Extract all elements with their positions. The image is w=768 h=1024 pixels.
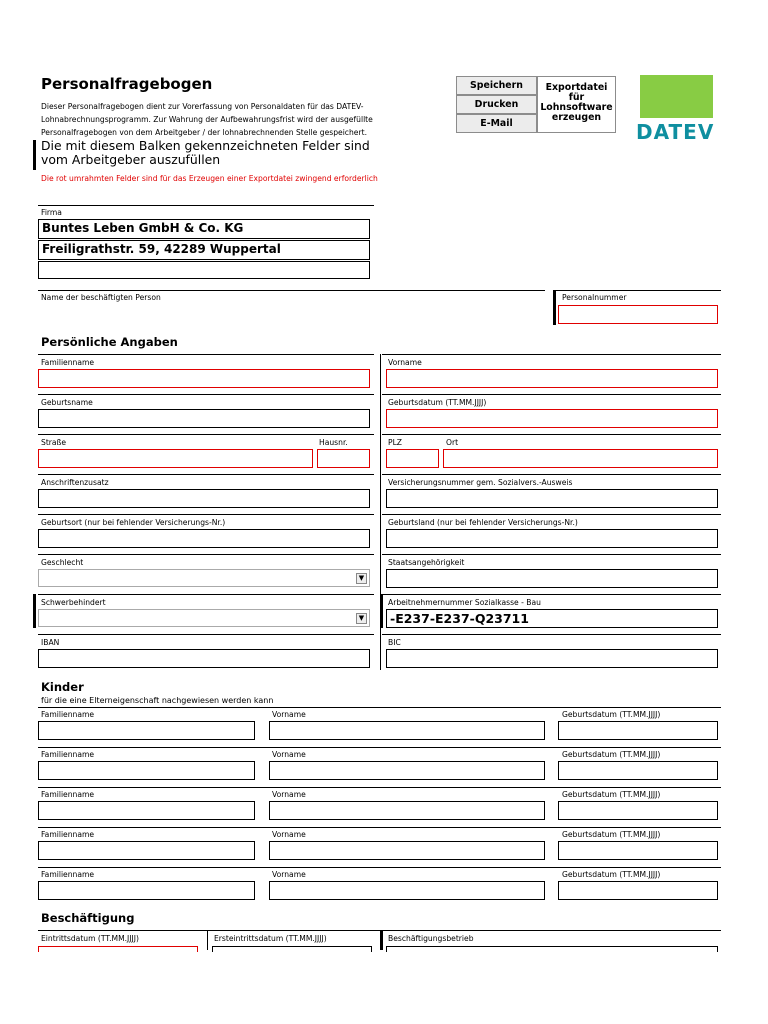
firma-label: Firma — [41, 208, 62, 217]
divider — [38, 514, 374, 515]
employer-fields-note: Die mit diesem Balken gekennzeichneten Felder sind vom Arbeitgeber auszufüllen — [41, 138, 370, 167]
staatsangehoerigkeit-field[interactable] — [386, 569, 718, 588]
divider — [38, 554, 374, 555]
kind-vorname-field[interactable] — [269, 841, 545, 860]
anschriftenzusatz-label: Anschriftenzusatz — [41, 478, 109, 487]
geschlecht-label: Geschlecht — [41, 558, 84, 567]
firma-line-3-field[interactable] — [38, 261, 370, 279]
divider — [382, 634, 721, 635]
geburtsdatum-field[interactable] — [386, 409, 718, 428]
kind-vorname-label: Vorname — [272, 830, 306, 839]
hausnr-label: Hausnr. — [319, 438, 348, 447]
familienname-label: Familienname — [41, 358, 95, 367]
kind-geburtsdatum-field[interactable] — [558, 881, 718, 900]
chevron-down-icon[interactable]: ▼ — [356, 613, 367, 624]
kind-geburtsdatum-label: Geburtsdatum (TT.MM.JJJJ) — [562, 870, 661, 879]
eintrittsdatum-label: Eintrittsdatum (TT.MM.JJJJ) — [41, 934, 139, 943]
divider — [38, 747, 721, 748]
chevron-down-icon[interactable]: ▼ — [356, 573, 367, 584]
plz-field[interactable] — [386, 449, 439, 468]
person-name-label: Name der beschäftigten Person — [41, 293, 161, 302]
export-label-line: Exportdatei — [545, 82, 608, 93]
divider — [382, 474, 721, 475]
eintrittsdatum-field[interactable] — [38, 946, 198, 952]
divider — [382, 354, 721, 355]
section-title-kinder: Kinder — [41, 680, 84, 694]
iban-label: IBAN — [41, 638, 60, 647]
divider — [382, 554, 721, 555]
kind-geburtsdatum-label: Geburtsdatum (TT.MM.JJJJ) — [562, 710, 661, 719]
divider — [38, 634, 374, 635]
kind-geburtsdatum-field[interactable] — [558, 761, 718, 780]
kind-geburtsdatum-label: Geburtsdatum (TT.MM.JJJJ) — [562, 750, 661, 759]
save-button[interactable]: Speichern — [456, 76, 537, 95]
kind-vorname-label: Vorname — [272, 750, 306, 759]
divider — [38, 474, 374, 475]
beschaeftigungsbetrieb-label: Beschäftigungsbetrieb — [388, 934, 474, 943]
divider — [38, 594, 374, 595]
employer-bar-marker — [33, 594, 36, 628]
column-divider — [207, 930, 208, 950]
kind-familienname-field[interactable] — [38, 841, 255, 860]
divider — [38, 394, 374, 395]
geburtsland-field[interactable] — [386, 529, 718, 548]
ort-label: Ort — [446, 438, 459, 447]
print-button[interactable]: Drucken — [456, 95, 537, 114]
geburtsname-field[interactable] — [38, 409, 370, 428]
export-label-line: erzeugen — [551, 112, 602, 123]
anschriftenzusatz-field[interactable] — [38, 489, 370, 508]
employer-bar-marker — [380, 594, 383, 628]
strasse-label: Straße — [41, 438, 67, 447]
required-fields-note: Die rot umrahmten Felder sind für das Erzeugen einer Exportdatei zwingend erforderlich — [41, 174, 378, 183]
arbeitnehmernummer-field[interactable]: -E237-E237-Q23711 — [386, 609, 718, 628]
vorname-field[interactable] — [386, 369, 718, 388]
datev-logo-text: DATEV — [636, 120, 715, 144]
geburtsland-label: Geburtsland (nur bei fehlender Versicherungs-Nr.) — [388, 518, 578, 527]
kind-geburtsdatum-field[interactable] — [558, 841, 718, 860]
versicherungsnummer-field[interactable] — [386, 489, 718, 508]
firma-line-2-field[interactable]: Freiligrathstr. 59, 42289 Wuppertal — [38, 240, 370, 260]
bic-field[interactable] — [386, 649, 718, 668]
export-label-line: für — [568, 92, 585, 103]
geburtsname-label: Geburtsname — [41, 398, 93, 407]
kind-geburtsdatum-label: Geburtsdatum (TT.MM.JJJJ) — [562, 830, 661, 839]
kind-familienname-label: Familienname — [41, 750, 95, 759]
ort-field[interactable] — [443, 449, 718, 468]
kind-vorname-label: Vorname — [272, 710, 306, 719]
kinder-subtitle: für die eine Elterneigenschaft nachgewiesen werden kann — [41, 696, 274, 705]
geschlecht-select[interactable] — [38, 569, 370, 587]
divider — [38, 290, 545, 291]
kind-geburtsdatum-field[interactable] — [558, 721, 718, 740]
intro-line: Dieser Personalfragebogen dient zur Vorerfassung von Personaldaten für das DATEV- — [41, 102, 364, 111]
schwerbehindert-select[interactable] — [38, 609, 370, 627]
schwerbehindert-label: Schwerbehindert — [41, 598, 106, 607]
geburtsdatum-label: Geburtsdatum (TT.MM.JJJJ) — [388, 398, 487, 407]
personalnummer-label: Personalnummer — [562, 293, 627, 302]
datev-logo-mark — [640, 75, 713, 118]
kind-vorname-field[interactable] — [269, 801, 545, 820]
kind-familienname-label: Familienname — [41, 870, 95, 879]
employer-bar-marker — [33, 140, 36, 170]
kind-vorname-label: Vorname — [272, 870, 306, 879]
personalnummer-field[interactable] — [558, 305, 718, 324]
versicherungsnummer-label: Versicherungsnummer gem. Sozialvers.-Ausweis — [388, 478, 573, 487]
geburtsort-label: Geburtsort (nur bei fehlender Versicherungs-Nr.) — [41, 518, 226, 527]
arbeitnehmernummer-label: Arbeitnehmernummer Sozialkasse - Bau — [388, 598, 541, 607]
kind-familienname-label: Familienname — [41, 830, 95, 839]
plz-label: PLZ — [388, 438, 403, 447]
kind-familienname-label: Familienname — [41, 710, 95, 719]
familienname-field[interactable] — [38, 369, 370, 388]
strasse-field[interactable] — [38, 449, 313, 468]
divider — [382, 394, 721, 395]
iban-field[interactable] — [38, 649, 370, 668]
kind-familienname-label: Familienname — [41, 790, 95, 799]
vorname-label: Vorname — [388, 358, 422, 367]
beschaeftigungsbetrieb-field[interactable] — [386, 946, 718, 952]
divider — [38, 434, 374, 435]
intro-text — [41, 100, 386, 139]
bic-label: BIC — [388, 638, 401, 647]
export-button[interactable] — [537, 76, 616, 133]
kind-familienname-field[interactable] — [38, 801, 255, 820]
staatsangehoerigkeit-label: Staatsangehörigkeit — [388, 558, 465, 567]
employer-bar-marker — [553, 290, 556, 325]
kind-geburtsdatum-label: Geburtsdatum (TT.MM.JJJJ) — [562, 790, 661, 799]
kind-familienname-field[interactable] — [38, 881, 255, 900]
divider — [382, 594, 721, 595]
divider — [38, 354, 374, 355]
divider — [382, 434, 721, 435]
divider — [38, 787, 721, 788]
divider — [38, 205, 374, 206]
hausnr-field[interactable] — [317, 449, 370, 468]
divider — [38, 867, 721, 868]
divider — [38, 827, 721, 828]
section-title-personal: Persönliche Angaben — [41, 335, 178, 349]
page-title: Personalfragebogen — [41, 75, 213, 93]
divider — [382, 514, 721, 515]
geburtsort-field[interactable] — [38, 529, 370, 548]
ersteintrittsdatum-field[interactable] — [212, 946, 372, 952]
kind-familienname-field[interactable] — [38, 721, 255, 740]
section-title-beschaeftigung: Beschäftigung — [41, 911, 135, 925]
kind-vorname-field[interactable] — [269, 721, 545, 740]
employer-bar-marker — [380, 930, 383, 950]
divider — [38, 707, 721, 708]
kind-familienname-field[interactable] — [38, 761, 255, 780]
email-button[interactable]: E-Mail — [456, 114, 537, 133]
export-label-line: Lohnsoftware — [540, 102, 613, 113]
firma-line-1-field[interactable]: Buntes Leben GmbH & Co. KG — [38, 219, 370, 239]
kind-vorname-field[interactable] — [269, 761, 545, 780]
kind-vorname-label: Vorname — [272, 790, 306, 799]
kind-geburtsdatum-field[interactable] — [558, 801, 718, 820]
divider — [553, 290, 721, 291]
ersteintrittsdatum-label: Ersteintrittsdatum (TT.MM.JJJJ) — [214, 934, 327, 943]
kind-vorname-field[interactable] — [269, 881, 545, 900]
intro-line: Personalfragebogen von dem Arbeitgeber / der lohnabrechnenden Stelle gespeichert. — [41, 128, 367, 137]
intro-line: Lohnabrechnungsprogramm. Zur Wahrung der Aufbewahrungsfrist wird der ausgefüllte — [41, 115, 373, 124]
